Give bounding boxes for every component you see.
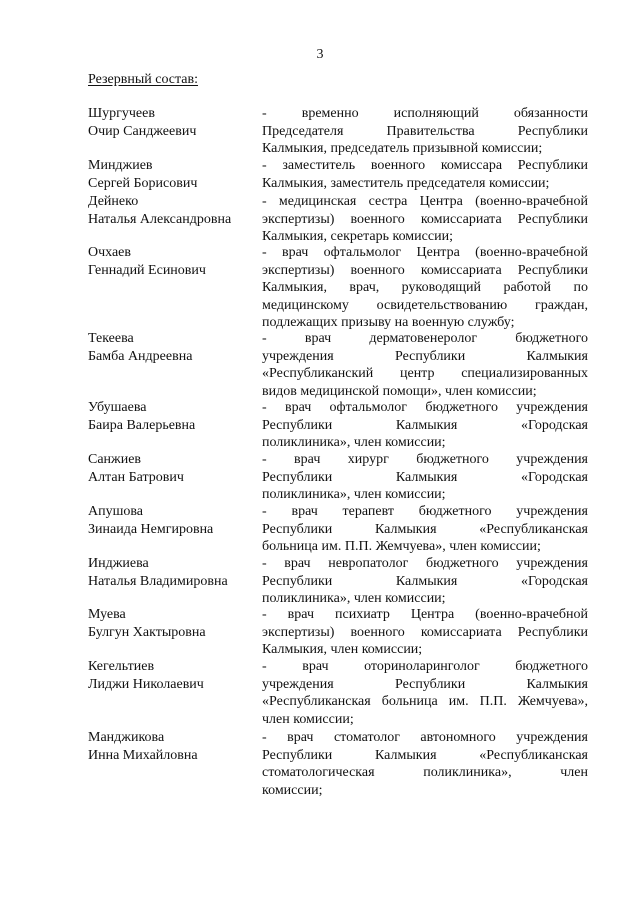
member-role-line: - врач стоматолог автономного учреждения — [262, 730, 588, 745]
member-role-line: поликлиника», член комиссии; — [262, 487, 446, 503]
member-given-name: Наталья Александровна — [88, 211, 232, 227]
page-number: 3 — [316, 47, 324, 62]
member-role-line: «Республиканский центр специализированных — [262, 366, 588, 382]
member-role-line: - временно исполняющий обязанности — [262, 106, 588, 121]
member-surname: Убушаева — [88, 400, 147, 415]
member-surname: Дейнеко — [88, 194, 139, 209]
member-role-line: Председателя Правительства Республики — [262, 123, 588, 139]
member-role-line: - заместитель военного комиссара Республики — [262, 158, 588, 173]
member-role-line: учреждения Республики Калмыкия — [262, 348, 588, 364]
member-given-name: Лиджи Николаевич — [88, 676, 204, 692]
member-role-line: - медицинская сестра Центра (военно-врачебной — [262, 194, 588, 209]
member-given-name: Булгун Хактыровна — [88, 624, 206, 640]
member-role-line: комиссии; — [262, 782, 323, 798]
member-surname: Очхаев — [88, 245, 132, 260]
section-title: Резервный состав: — [88, 72, 199, 87]
member-role-line: Республики Калмыкия «Республиканская — [262, 521, 588, 537]
member-given-name: Наталья Владимировна — [88, 573, 228, 589]
member-given-name: Геннадий Есинович — [88, 262, 206, 278]
member-surname: Манджикова — [88, 730, 165, 745]
member-role-line: - врач офтальмолог бюджетного учреждения — [262, 400, 588, 415]
member-role-line: Республики Калмыкия «Городская — [262, 417, 588, 433]
member-role-line: больница им. П.П. Жемчуева», член комиссии; — [262, 539, 541, 555]
member-role-line: учреждения Республики Калмыкия — [262, 676, 588, 692]
member-role-line: «Республиканская больница им. П.П. Жемчуева», — [262, 694, 588, 710]
member-given-name: Баира Валерьевна — [88, 417, 196, 433]
member-surname: Шургучеев — [88, 106, 155, 121]
member-role-line: - врач оториноларинголог бюджетного — [262, 659, 588, 674]
member-role-line: Республики Калмыкия «Городская — [262, 469, 588, 485]
member-role-line: - врач невропатолог бюджетного учреждения — [262, 556, 588, 571]
member-given-name: Очир Санджеевич — [88, 123, 197, 139]
member-given-name: Бамба Андреевна — [88, 348, 193, 364]
member-given-name: Сергей Борисович — [88, 175, 198, 191]
member-given-name: Зинаида Немгировна — [88, 521, 214, 537]
member-surname: Кегельтиев — [88, 659, 155, 674]
member-role-line: - врач хирург бюджетного учреждения — [262, 452, 588, 467]
member-role-line: - врач офтальмолог Центра (военно-врачебной — [262, 245, 588, 260]
member-surname: Муева — [88, 607, 126, 622]
member-role-line: - врач психиатр Центра (военно-врачебной — [262, 607, 588, 622]
member-given-name: Инна Михайловна — [88, 747, 198, 763]
member-surname: Санжиев — [88, 452, 142, 467]
member-role-line: Калмыкия, заместитель председателя комиссии; — [262, 175, 550, 191]
member-role-line: Республики Калмыкия «Городская — [262, 573, 588, 589]
member-role-line: экспертизы) военного комиссариата Республики — [262, 624, 588, 640]
member-surname: Инджиева — [88, 556, 149, 571]
member-role-line: поликлиника», член комиссии; — [262, 591, 446, 607]
member-role-line: стоматологическая поликлиника», член — [262, 765, 588, 781]
member-role-line: Калмыкия, председатель призывной комиссии; — [262, 141, 543, 157]
member-role-line: Калмыкия, член комиссии; — [262, 642, 423, 658]
member-given-name: Алтан Батрович — [88, 469, 184, 485]
member-role-line: экспертизы) военного комиссариата Республики — [262, 262, 588, 278]
member-role-line: Республики Калмыкия «Республиканская — [262, 747, 588, 763]
member-role-line: Калмыкия, секретарь комиссии; — [262, 229, 453, 245]
member-surname: Минджиев — [88, 158, 153, 173]
member-role-line: подлежащих призыву на военную службу; — [262, 315, 515, 331]
member-surname: Текеева — [88, 331, 134, 346]
member-role-line: - врач дерматовенеролог бюджетного — [262, 331, 588, 346]
member-role-line: экспертизы) военного комиссариата Республики — [262, 211, 588, 227]
member-role-line: - врач терапевт бюджетного учреждения — [262, 504, 588, 519]
member-role-line: видов медицинской помощи», член комиссии; — [262, 383, 537, 399]
member-role-line: член комиссии; — [262, 711, 354, 727]
member-role-line: Калмыкия, врач, руководящий работой по — [262, 280, 588, 296]
member-surname: Апушова — [88, 504, 144, 519]
member-role-line: медицинскому освидетельствованию граждан, — [262, 297, 588, 313]
member-role-line: поликлиника», член комиссии; — [262, 435, 446, 451]
